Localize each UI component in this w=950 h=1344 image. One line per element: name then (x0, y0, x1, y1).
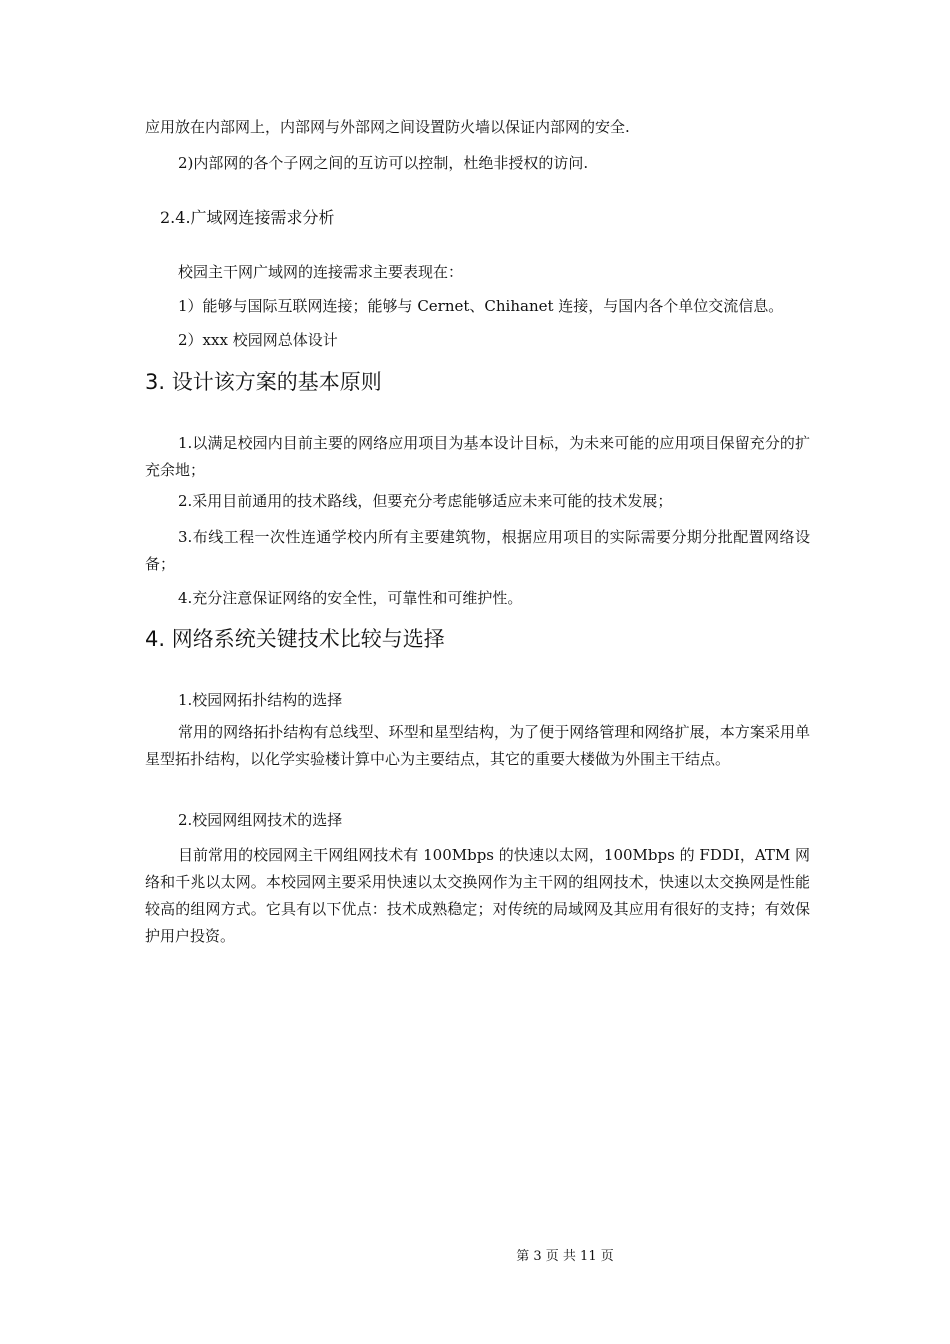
paragraph-wan-item-1: 1）能够与国际互联网连接；能够与 Cernet、Chihanet 连接，与国内各个单位交流信息。 (178, 297, 784, 315)
subheading-wan-analysis: 2.4.广域网连接需求分析 (160, 208, 335, 227)
paragraph-wan-intro: 校园主干网广域网的连接需求主要表现在： (178, 263, 464, 281)
subheading-topology: 1.校园网拓扑结构的选择 (178, 691, 343, 709)
paragraph-topology: 常用的网络拓扑结构有总线型、环型和星型结构，为了便于网络管理和网络扩展，本方案采用单星型拓扑结构，以化学实验楼计算中心为主要结点，其它的重要大楼做为外围主干结点。 (145, 723, 810, 768)
paragraph-firewall: 应用放在内部网上，内部网与外部网之间设置防火墙以保证内部网的安全. (145, 118, 630, 136)
paragraph-networking-tech: 目前常用的校园网主干网组网技术有 100Mbps 的快速以太网，100Mbps 的 FDDI，ATM 网络和千兆以太网。本校园网主要采用快速以太交换网作为主干网的组网技术，快速以太交换网是性能较高的组网方式。它具有以下优点：技术成熟稳定；对传统的局域网及其应用有很好的支持；有效保护用户投资。 (145, 846, 810, 945)
page-footer: 第 3 页 共 11 页 (516, 1249, 614, 1264)
subheading-networking-tech: 2.校园网组网技术的选择 (178, 811, 343, 829)
principle-item-3: 3.布线工程一次性连通学校内所有主要建筑物，根据应用项目的实际需要分期分批配置网络设备； (145, 528, 810, 573)
heading-section-4: 4. 网络系统关键技术比较与选择 (145, 627, 445, 651)
paragraph-wan-item-2: 2）xxx 校园网总体设计 (178, 331, 338, 349)
paragraph-subnet-access: 2)内部网的各个子网之间的互访可以控制，杜绝非授权的访问. (178, 154, 589, 172)
principle-item-4: 4.充分注意保证网络的安全性，可靠性和可维护性。 (178, 589, 523, 607)
principle-item-2: 2.采用目前通用的技术路线，但要充分考虑能够适应未来可能的技术发展； (178, 492, 673, 510)
principle-item-1: 1.以满足校园内目前主要的网络应用项目为基本设计目标，为未来可能的应用项目保留充分的扩充余地； (145, 434, 810, 479)
heading-section-3: 3. 设计该方案的基本原则 (145, 370, 382, 394)
